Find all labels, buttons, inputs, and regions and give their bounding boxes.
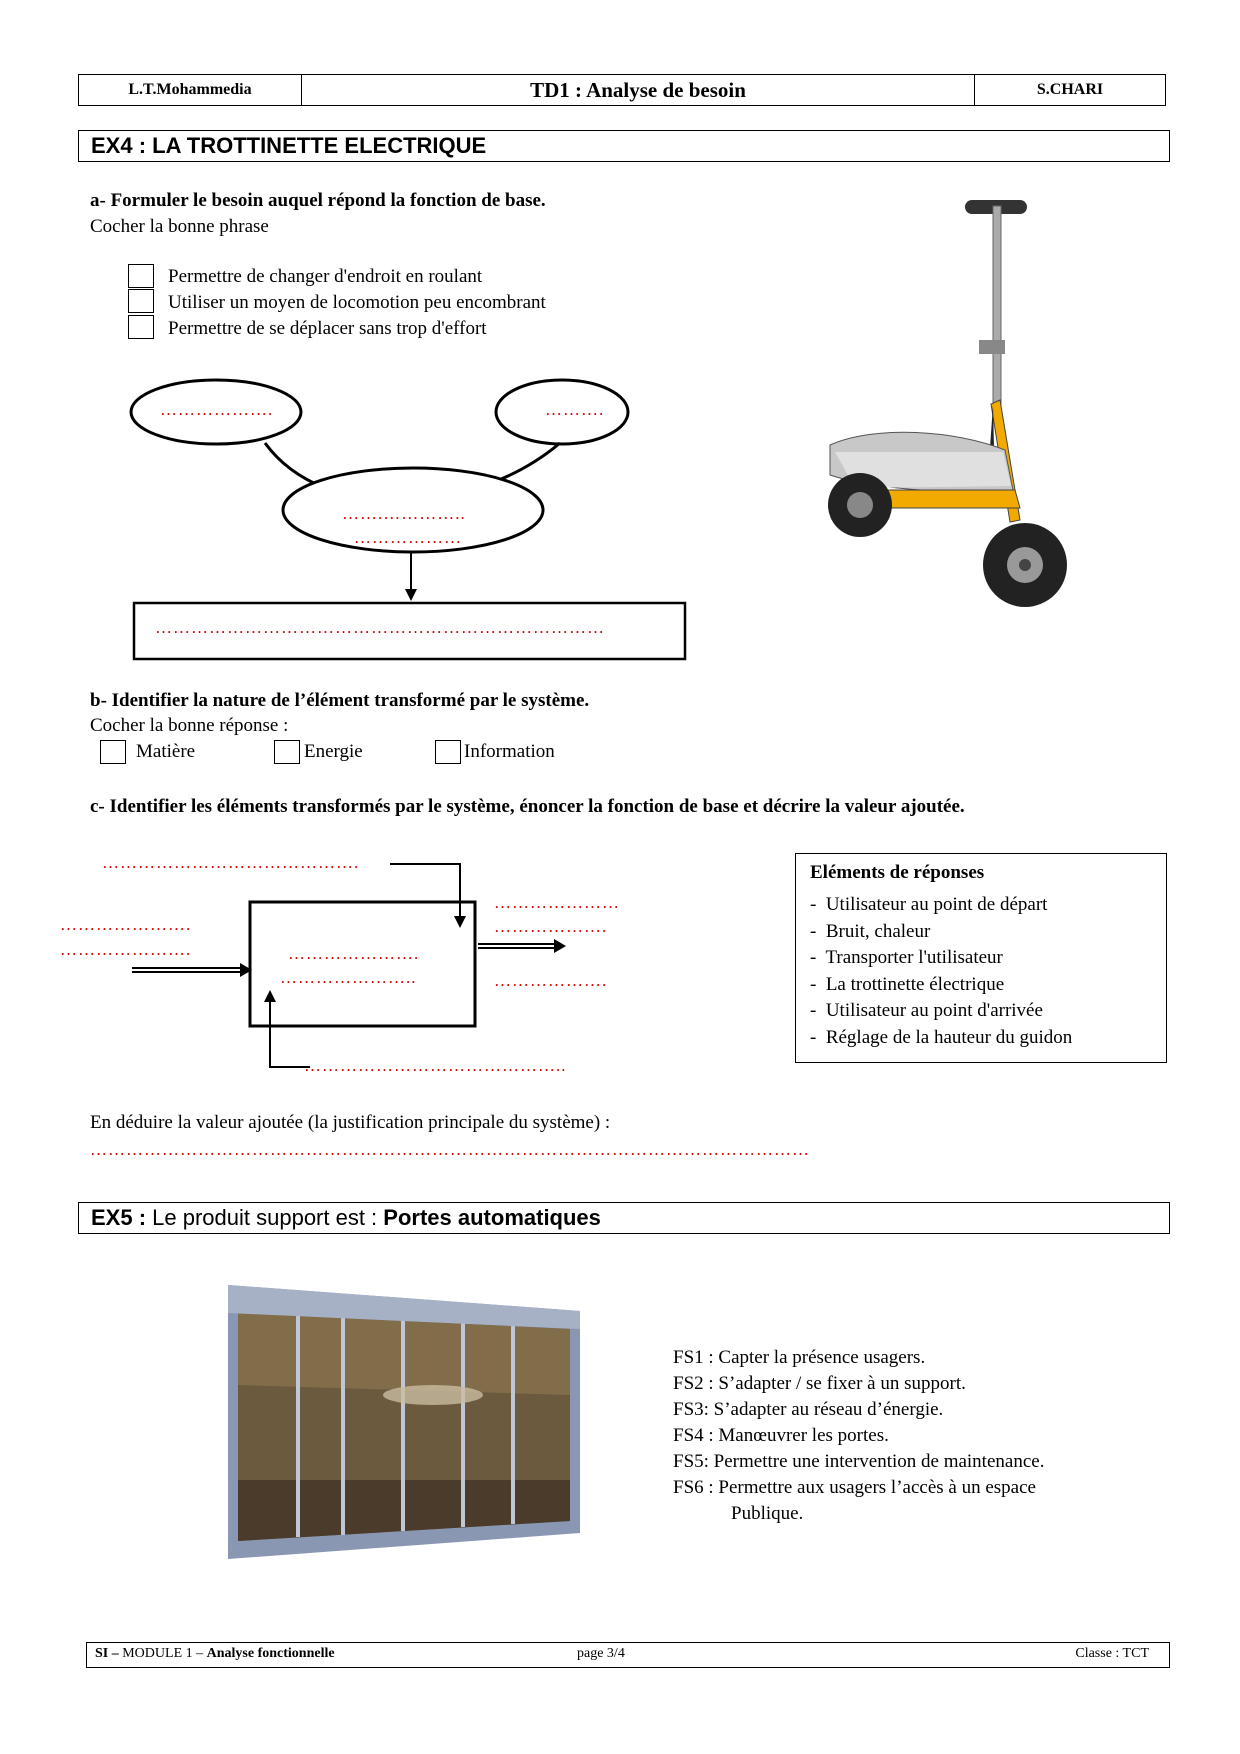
fs-list	[673, 1345, 1044, 1527]
automatic-doors-image	[228, 1285, 580, 1559]
qa-option-1: Permettre de changer d'endroit en roulant	[168, 266, 483, 287]
fs-item: FS3: S’adapter au réseau d’énergie.	[673, 1399, 944, 1420]
qc-blank-top[interactable]: …………………………………….	[102, 853, 360, 872]
qc-blank-left-1[interactable]: ………………….	[60, 915, 192, 934]
footer-module: SI – MODULE 1 – Analyse fonctionnelle	[95, 1646, 335, 1661]
qb-title: b- Identifier la nature de l’élément transformé par le système.	[90, 690, 590, 711]
qc-title: c- Identifier les éléments transformés par le système, énoncer la fonction de base et décrire la valeur ajoutée.	[90, 796, 965, 817]
scooter-image	[815, 190, 1075, 630]
fs-item-continued: Publique.	[731, 1503, 804, 1524]
output-arrow	[554, 939, 566, 953]
footer-classe: Classe : TCT	[1075, 1646, 1149, 1661]
deduce-blank[interactable]: …………………………………………………………………………………………………………	[90, 1140, 810, 1159]
fs-item: FS4 : Manœuvrer les portes.	[673, 1425, 889, 1446]
qc-blank-center-1[interactable]: ………………….	[288, 944, 420, 963]
school-name: L.T.Mohammedia	[79, 75, 302, 105]
qb-checkbox-matiere[interactable]	[100, 740, 126, 764]
need-arrowhead	[405, 589, 417, 601]
responses-title: Eléments de réponses	[810, 862, 985, 883]
fs-item: FS6 : Permettre aux usagers l’accès à un espace	[673, 1477, 1036, 1498]
fs-item: FS5: Permettre une intervention de maintenance.	[673, 1451, 1045, 1472]
system-box	[250, 902, 475, 1026]
author-name: S.CHARI	[1036, 81, 1104, 98]
response-item: - Réglage de la hauteur du guidon	[810, 1026, 1073, 1048]
qa-checkbox-3[interactable]	[128, 315, 154, 339]
footer-page: page 3/4	[577, 1646, 625, 1661]
qb-option-energie: Energie	[304, 741, 363, 762]
qa-checkbox-1[interactable]	[128, 264, 154, 288]
ex5-heading: EX5 : Le produit support est : Portes automatiques	[78, 1202, 1170, 1234]
response-item: - Utilisateur au point de départ	[810, 894, 1048, 915]
product-blank-1[interactable]: …….…………..	[342, 504, 466, 523]
page-title: TD1 : Analyse de besoin	[302, 75, 975, 105]
response-item: - La trottinette électrique	[810, 973, 1005, 995]
page-footer	[86, 1642, 1170, 1668]
object-blank[interactable]: ……….	[545, 400, 605, 419]
qc-blank-left-2[interactable]: ………………….	[60, 940, 192, 959]
qa-option-2: Utiliser un moyen de locomotion peu encombrant	[168, 292, 546, 313]
response-item: - Transporter l'utilisateur	[810, 947, 1003, 968]
qc-blank-right-2[interactable]: ……………….	[494, 917, 608, 936]
ex4-heading: EX4 : LA TROTTINETTE ELECTRIQUE	[78, 130, 1170, 162]
response-item: - Bruit, chaleur	[810, 920, 931, 942]
response-item: - Utilisateur au point d'arrivée	[810, 1000, 1043, 1021]
qb-option-matiere: Matière	[136, 741, 196, 762]
page-header	[78, 74, 1166, 106]
need-blank[interactable]: …………………………………………………………………	[155, 618, 605, 637]
deduce-text: En déduire la valeur ajoutée (la justification principale du système) :	[90, 1112, 611, 1133]
qa-option-3: Permettre de se déplacer sans trop d'effort	[168, 318, 487, 339]
user-blank[interactable]: ……………….	[160, 400, 274, 419]
qa-title: a- Formuler le besoin auquel répond la fonction de base.	[90, 190, 546, 211]
qa-checkbox-2[interactable]	[128, 289, 154, 313]
qc-blank-center-2[interactable]: …………………..	[280, 968, 417, 987]
responses-box	[795, 853, 1167, 1063]
qb-option-information: Information	[464, 741, 555, 762]
qa-instruction: Cocher la bonne phrase	[90, 216, 269, 237]
fs-item: FS1 : Capter la présence usagers.	[673, 1347, 926, 1368]
qc-blank-right-1[interactable]: …………………	[494, 893, 620, 912]
qb-checkbox-energie[interactable]	[274, 740, 300, 764]
product-blank-2[interactable]: ………………	[354, 528, 462, 547]
qc-blank-right-3[interactable]: ……………….	[494, 971, 608, 990]
responses-list	[810, 892, 1152, 1051]
qb-checkbox-information[interactable]	[435, 740, 461, 764]
qb-instruction: Cocher la bonne réponse :	[90, 715, 289, 736]
qc-blank-bottom[interactable]: ……………………………………..	[304, 1056, 567, 1075]
fs-item: FS2 : S’adapter / se fixer à un support.	[673, 1373, 966, 1394]
